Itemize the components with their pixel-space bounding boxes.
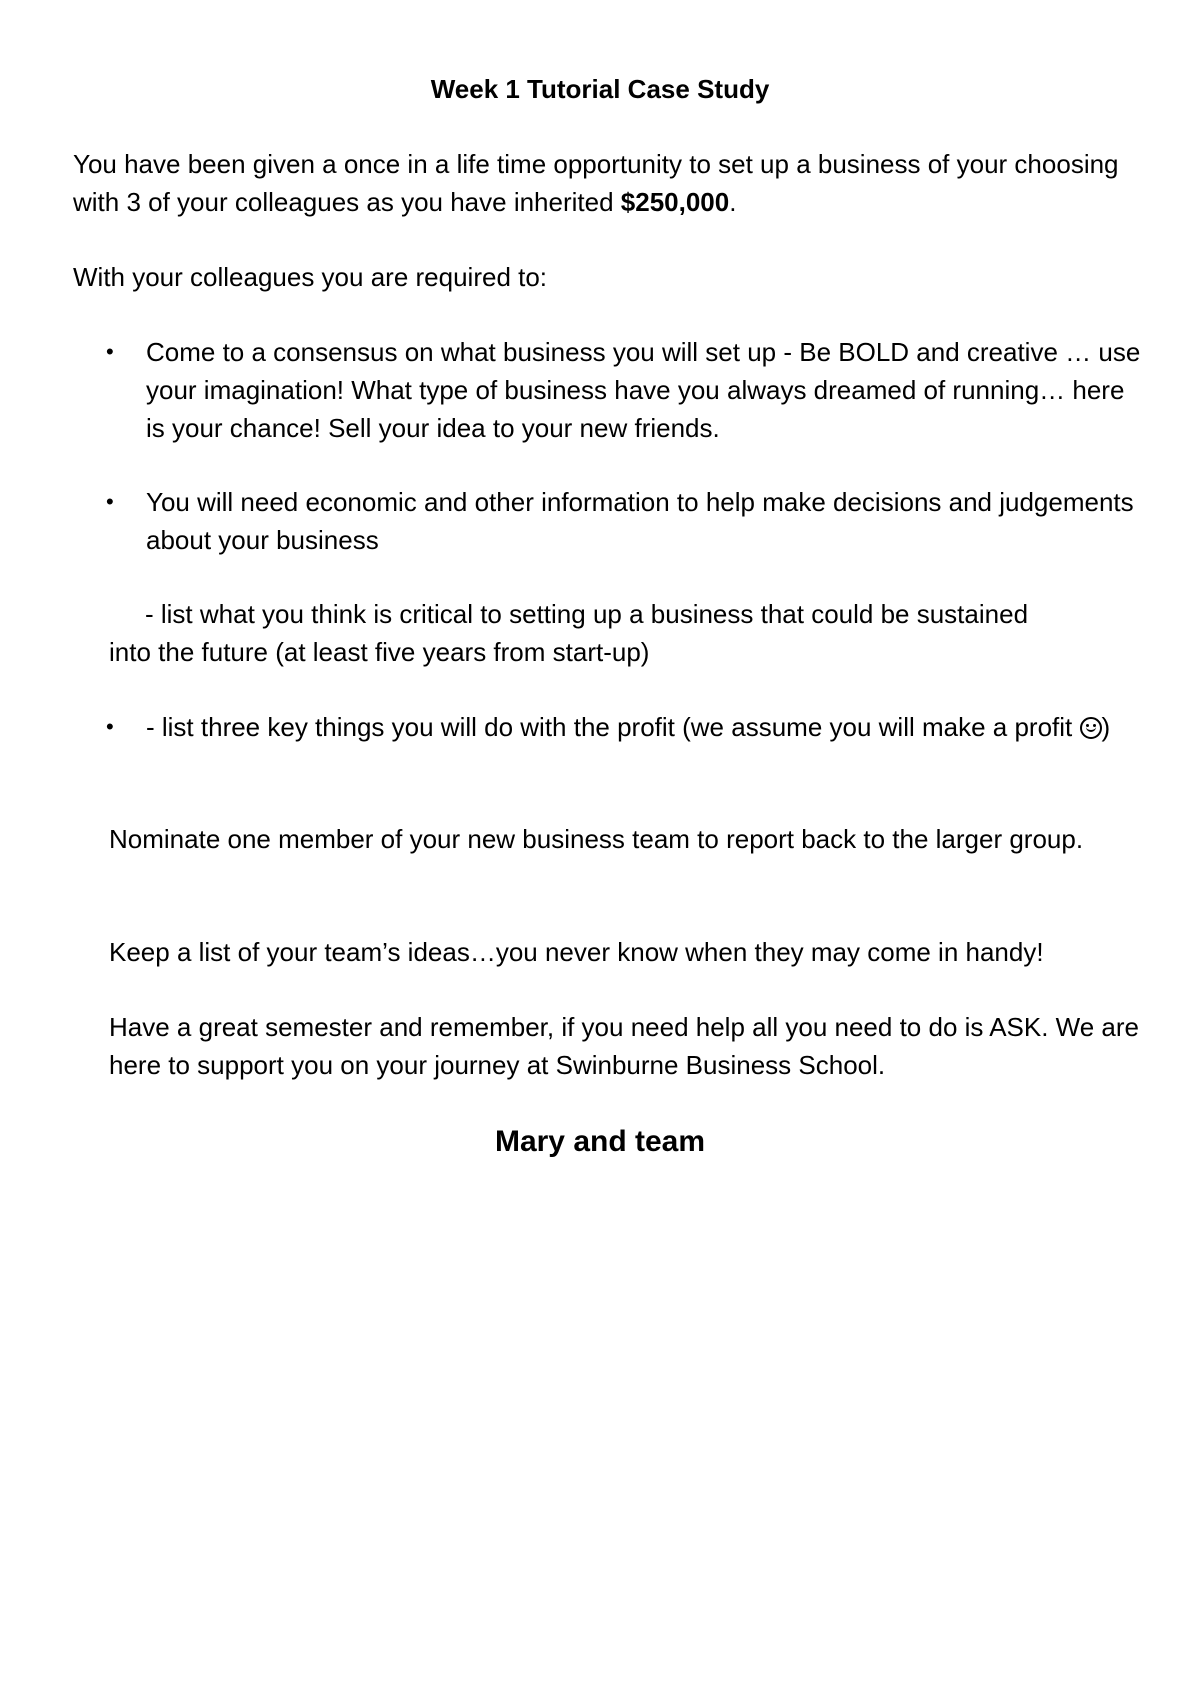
bullet-text: You will need economic and other information to help make decisions and judgements about your business — [146, 487, 1134, 555]
signoff: Mary and team — [494, 1125, 706, 1158]
intro-text: You have been given a once in a life time opportunity to set up a business of your choosing with 3 of your colleagues as you have inherited — [73, 149, 1119, 217]
required-lead: With your colleagues you are required to: — [73, 262, 548, 292]
smiley-icon — [1080, 717, 1102, 739]
critical-note-first: - list what you think is critical to setting up a business that could be sustained — [145, 599, 1029, 629]
bullet-text: Come to a consensus on what business you will set up - Be BOLD and creative … use your imagination! What type of business have you always dreamed of running… here is your chance! Sell your idea to your new friends. — [146, 337, 1141, 443]
bullet-text — [146, 708, 1146, 746]
keep-list-paragraph: Keep a list of your team’s ideas…you never know when they may come in handy! — [109, 937, 1044, 967]
critical-note — [109, 595, 1149, 671]
intro-paragraph — [73, 145, 1133, 221]
nominate-paragraph: Nominate one member of your new business team to report back to the larger group. — [109, 824, 1084, 854]
bullet-icon: • — [106, 489, 114, 514]
document-title: Week 1 Tutorial Case Study — [430, 74, 770, 104]
bullet-icon: • — [106, 714, 114, 739]
inherited-amount: $250,000 — [620, 187, 730, 217]
bullet-text-part: - list three key things you will do with the profit (we assume you will make a profit — [146, 712, 1080, 742]
bullet-icon: • — [106, 339, 114, 364]
intro-end: . — [729, 187, 737, 217]
critical-note-rest: into the future (at least five years from start-up) — [109, 637, 650, 667]
closing-paragraph: Have a great semester and remember, if you need help all you need to do is ASK. We are here to support you on your journey at Swinburne Business School. — [109, 1012, 1139, 1080]
bullet-text-end: ) — [1101, 712, 1111, 742]
